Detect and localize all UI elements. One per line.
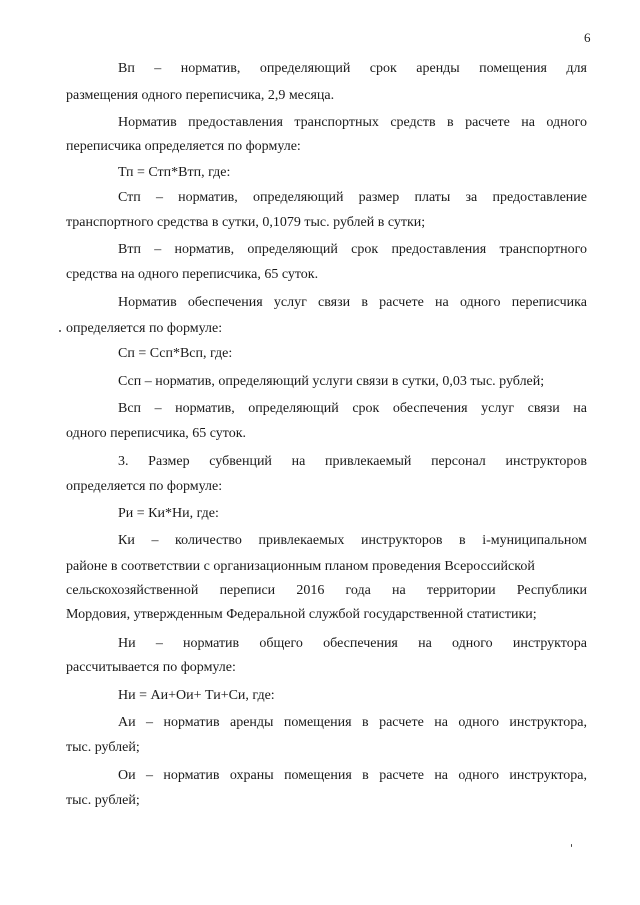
word: в	[361, 295, 368, 310]
word: на	[434, 768, 449, 783]
word: инструкторов	[360, 533, 443, 548]
word: i-муниципальном	[482, 533, 587, 548]
word: определяющий	[259, 61, 351, 76]
word: Ои	[118, 768, 136, 783]
page-number: 6	[584, 30, 591, 45]
word: обеспечения	[187, 295, 263, 310]
word: предоставления	[391, 242, 487, 257]
word: на	[573, 401, 587, 416]
text-line: Мордовия, утвержденным Федеральной службой государственной статистики;	[66, 607, 537, 622]
word: –	[151, 533, 159, 548]
word: аренды	[416, 61, 460, 76]
word: услуг	[273, 295, 307, 310]
word: норматив	[163, 715, 220, 730]
text-line: тыс. рублей;	[66, 740, 140, 755]
word: одного	[546, 115, 587, 130]
word: средств	[390, 115, 436, 130]
word: на	[434, 715, 448, 730]
word: в	[447, 115, 454, 130]
word: общего	[259, 636, 303, 651]
word: на	[418, 636, 432, 651]
word: Ни	[118, 636, 136, 651]
word: связи	[318, 295, 351, 310]
word: инструктора,	[509, 715, 587, 730]
word: охраны	[229, 768, 274, 783]
word: транспортного	[499, 242, 587, 257]
word: в	[362, 715, 369, 730]
word: расчете	[379, 715, 424, 730]
word: территории	[426, 583, 496, 598]
word: –	[146, 768, 153, 783]
word: определяющий	[252, 190, 344, 205]
text-line	[118, 296, 587, 312]
word: норматив,	[178, 190, 238, 205]
word: расчете	[379, 295, 424, 310]
word: Ки	[118, 533, 135, 548]
text-line	[118, 637, 587, 653]
word: 3.	[118, 454, 129, 469]
word: обеспечения	[323, 636, 398, 651]
word: срок	[351, 242, 379, 257]
word: помещения	[479, 61, 547, 76]
text-line: средства на одного переписчика, 65 суток.	[66, 267, 319, 282]
word: на	[291, 454, 306, 469]
word: –	[155, 190, 163, 205]
word: –	[154, 242, 162, 257]
word: норматив,	[180, 61, 241, 76]
word: Втп	[118, 242, 141, 257]
word: для	[566, 61, 587, 76]
text-line: транспортного средства в сутки, 0,1079 тыс. рублей в сутки;	[66, 215, 426, 230]
text-line: переписчика определяется по формуле:	[66, 139, 301, 154]
text-line	[118, 769, 587, 785]
word: транспортных	[294, 115, 379, 130]
scan-speck	[571, 844, 572, 847]
word: норматив,	[174, 242, 235, 257]
text-line: определяется по формуле:	[66, 321, 223, 336]
word: расчете	[465, 115, 510, 130]
word: Норматив	[118, 295, 177, 310]
text-line	[118, 455, 587, 471]
word: в	[459, 533, 466, 548]
text-line	[118, 402, 587, 418]
word: персонал	[431, 454, 486, 469]
word: размер	[358, 190, 400, 205]
word: услуг	[481, 401, 515, 416]
text-line: определяется по формуле:	[66, 479, 223, 494]
text-line	[66, 584, 587, 600]
word: одного	[452, 636, 493, 651]
word: на	[521, 115, 535, 130]
word: в	[362, 768, 369, 783]
word: переписи	[219, 583, 276, 598]
word: предоставления	[188, 115, 283, 130]
text-line: районе в соответствии с организационным планом проведения Всероссийской	[66, 559, 535, 574]
word: переписчика	[511, 295, 587, 310]
formula: Тп = Стп*Втп, где:	[118, 165, 231, 180]
word: платы	[414, 190, 451, 205]
word: инструктора,	[509, 768, 587, 783]
word: одного	[459, 295, 501, 310]
word: инструкторов	[505, 454, 587, 469]
word: помещения	[284, 768, 352, 783]
scan-speck	[59, 330, 61, 332]
word: 2016	[296, 583, 325, 598]
word: определяющий	[248, 401, 339, 416]
text-line	[118, 534, 587, 550]
word: определяющий	[247, 242, 338, 257]
word: на	[391, 583, 406, 598]
text-line: размещения одного переписчика, 2,9 месяца.	[66, 88, 335, 103]
text-line: одного переписчика, 65 суток.	[66, 426, 247, 441]
word: Всп	[118, 401, 142, 416]
word: аренды	[230, 715, 274, 730]
word: субвенций	[209, 454, 272, 469]
text-line	[118, 243, 587, 259]
text-line	[118, 191, 587, 207]
text-line: Ссп – норматив, определяющий услуги связи в сутки, 0,03 тыс. рублей;	[118, 374, 545, 389]
word: одного	[458, 715, 499, 730]
word: норматив	[163, 768, 220, 783]
text-line: рассчитывается по формуле:	[66, 660, 236, 675]
formula: Ри = Ки*Ни, где:	[118, 506, 219, 521]
word: количество	[175, 533, 242, 548]
word: привлекаемых	[258, 533, 345, 548]
formula: Ни = Аи+Ои+ Ти+Си, где:	[118, 688, 275, 703]
word: Аи	[118, 715, 136, 730]
text-line	[118, 116, 587, 132]
word: на	[435, 295, 449, 310]
word: норматив	[183, 636, 240, 651]
word: обеспечения	[392, 401, 468, 416]
word: срок	[369, 61, 397, 76]
word: Стп	[118, 190, 141, 205]
word: норматив,	[175, 401, 235, 416]
word: года	[345, 583, 371, 598]
word: привлекаемый	[325, 454, 412, 469]
word: Вп	[118, 61, 135, 76]
word: Размер	[148, 454, 190, 469]
word: Республики	[516, 583, 587, 598]
word: расчете	[379, 768, 424, 783]
text-line	[118, 716, 587, 732]
word: одного	[458, 768, 500, 783]
word: –	[155, 636, 163, 651]
word: –	[146, 715, 154, 730]
word: срок	[352, 401, 380, 416]
word: –	[154, 61, 162, 76]
text-line: тыс. рублей;	[66, 793, 140, 808]
word: помещения	[283, 715, 352, 730]
word: связи	[527, 401, 560, 416]
word: Норматив	[118, 115, 177, 130]
word: инструктора	[512, 636, 587, 651]
text-line	[118, 62, 587, 78]
formula: Сп = Ссп*Всп, где:	[118, 346, 233, 361]
word: –	[154, 401, 162, 416]
word: за	[465, 190, 478, 205]
word: сельскохозяйственной	[66, 583, 199, 598]
word: предоставление	[492, 190, 587, 205]
